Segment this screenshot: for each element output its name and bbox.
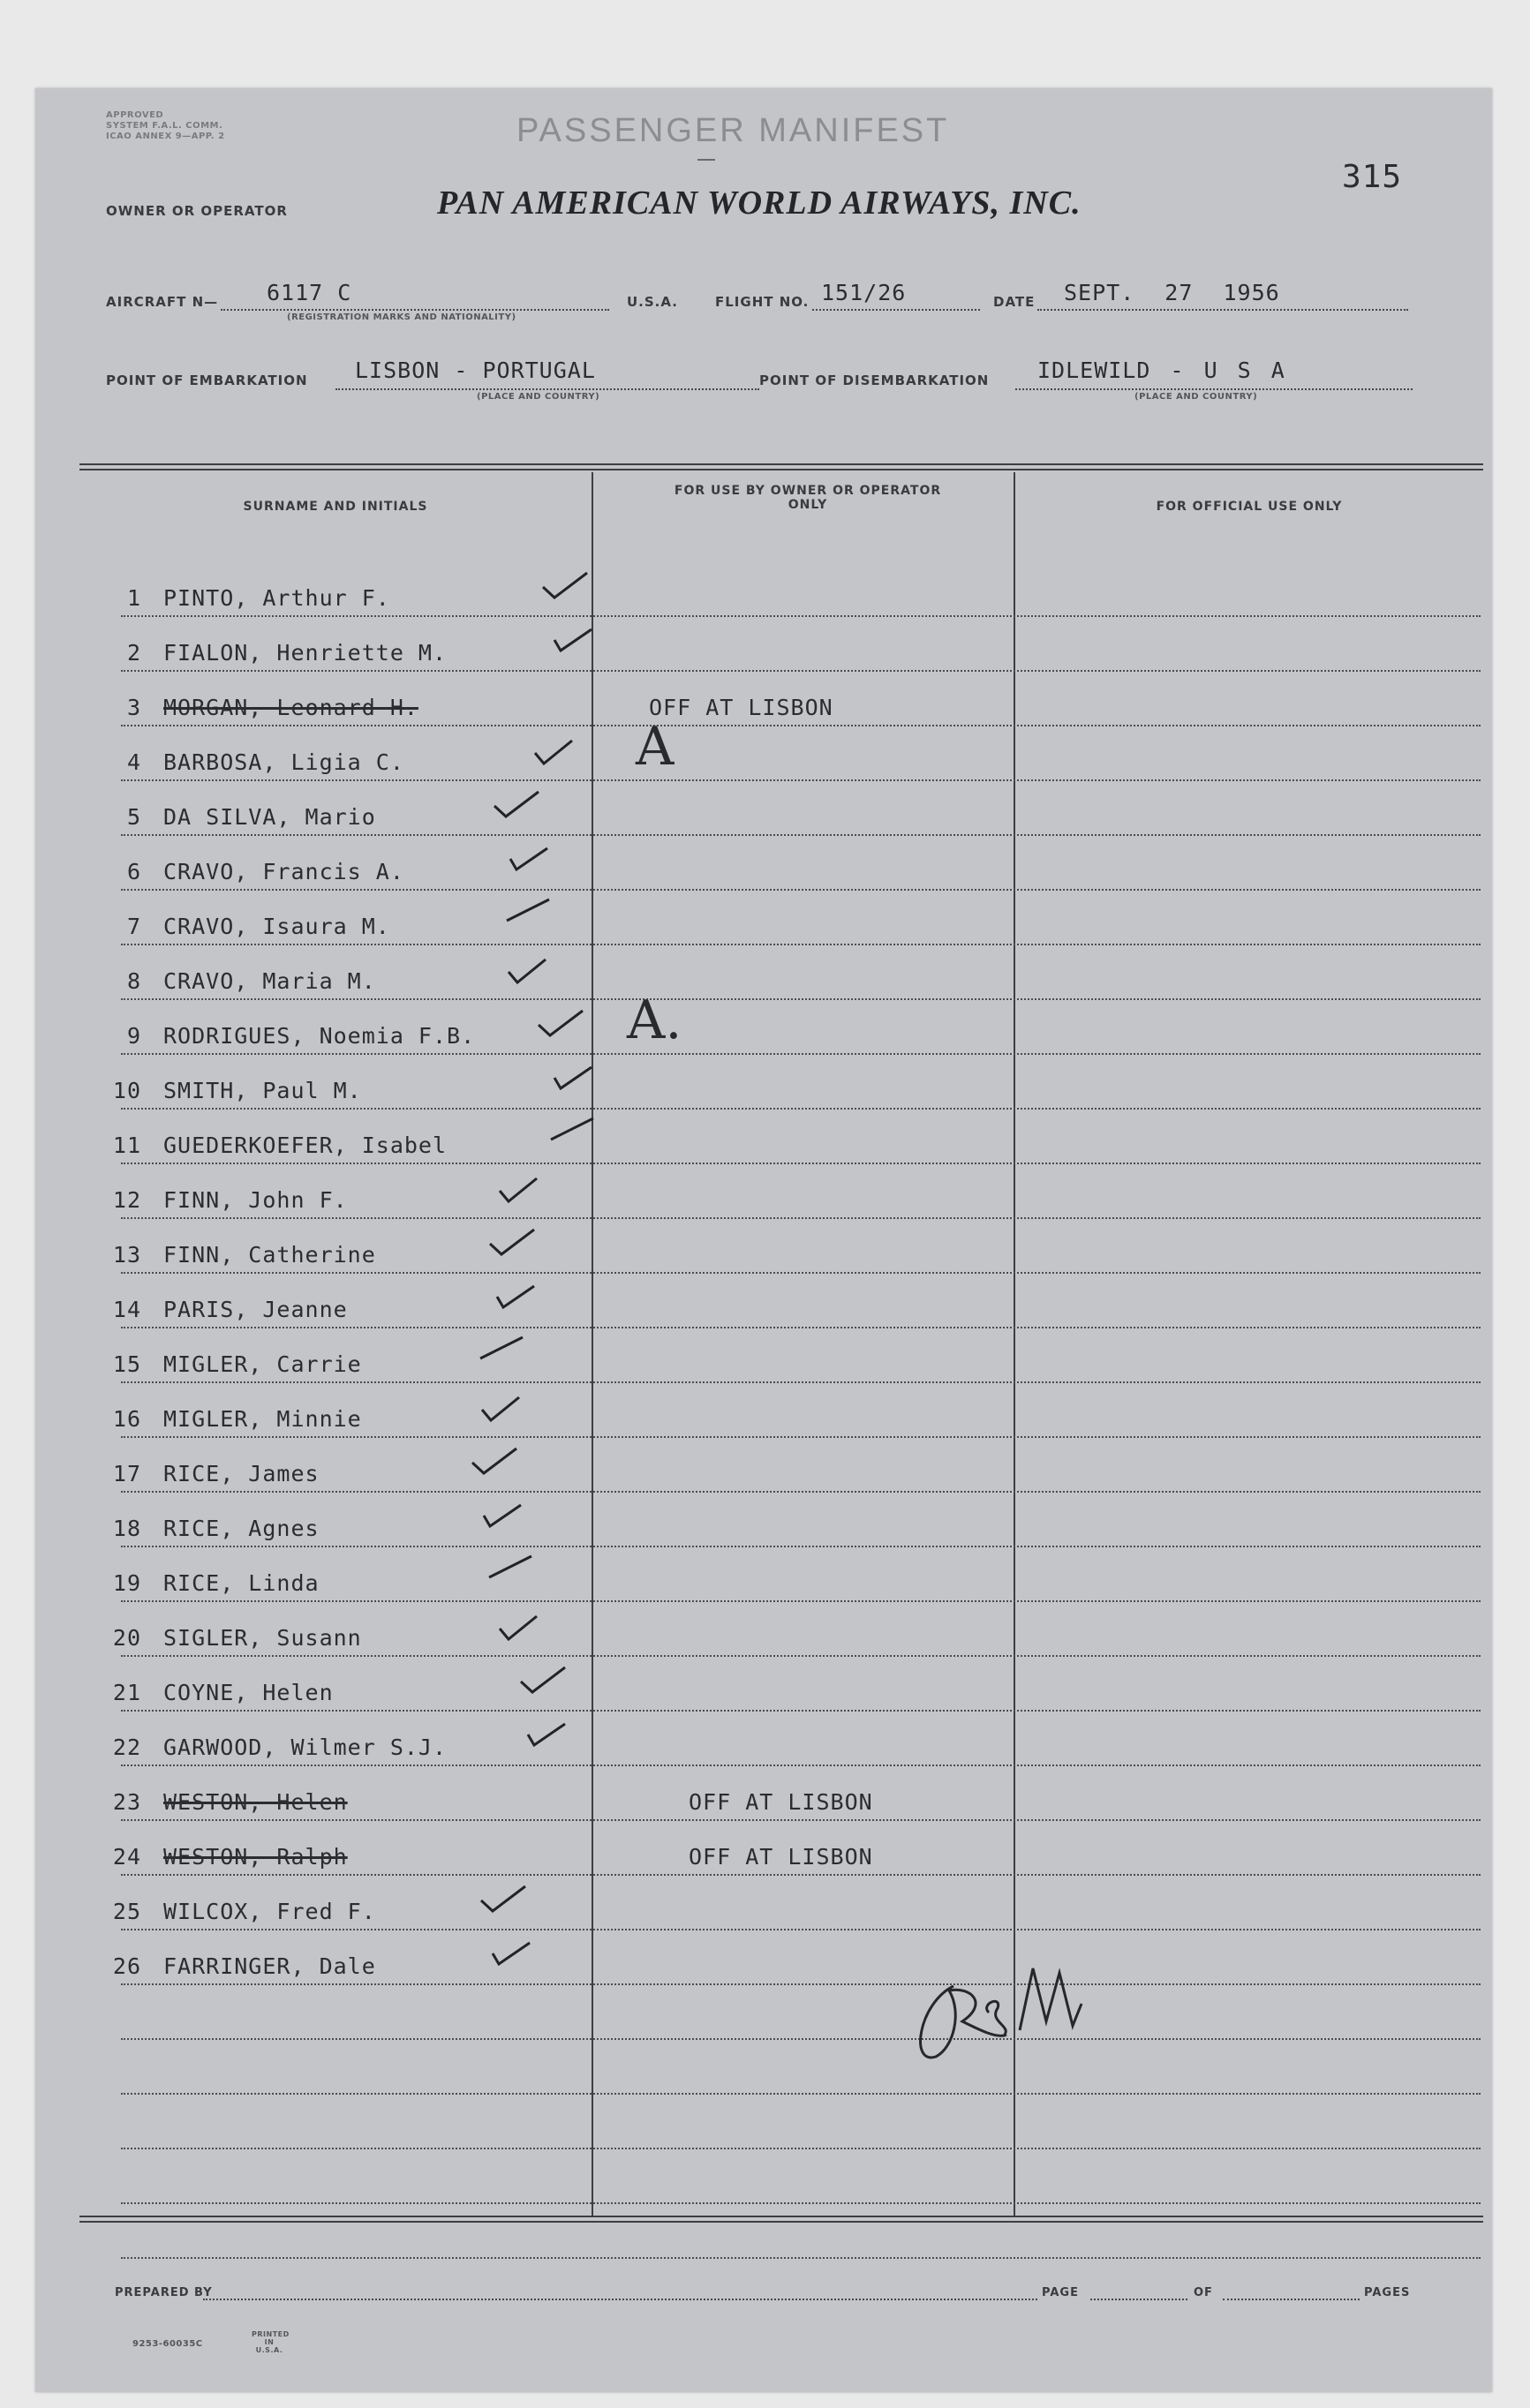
row-rule <box>121 1491 1481 1493</box>
row-rule <box>121 1929 1481 1930</box>
row-number: 10 <box>112 1078 141 1103</box>
row-number: 5 <box>126 804 141 830</box>
embark-underline <box>335 388 759 390</box>
page-underline <box>1090 2299 1187 2300</box>
passenger-name: COYNE, Helen <box>163 1680 334 1705</box>
check-mark-icon <box>534 1007 587 1042</box>
row-rule <box>121 615 1481 617</box>
aircraft-label: AIRCRAFT N— <box>106 294 219 310</box>
row-rule <box>121 725 1481 726</box>
check-mark-icon <box>486 1226 539 1261</box>
approval-note: APPROVED SYSTEM F.A.L. COMM. ICAO ANNEX 9—APP. 2 <box>106 110 225 141</box>
row-rule <box>121 1436 1481 1438</box>
passenger-name: RICE, James <box>163 1461 320 1486</box>
passenger-name: CRAVO, Francis A. <box>163 859 404 884</box>
date-value: SEPT. 27 1956 <box>1064 280 1280 305</box>
aircraft-value: 6117 C <box>267 280 352 305</box>
row-number: 14 <box>112 1297 141 1322</box>
prepared-label: PREPARED BY <box>115 2286 213 2299</box>
row-number: 16 <box>112 1406 141 1432</box>
passenger-name: WILCOX, Fred F. <box>163 1899 376 1924</box>
flight-value: 151/26 <box>821 280 907 305</box>
airline-name: PAN AMERICAN WORLD AIRWAYS, INC. <box>437 184 1082 222</box>
row-number: 8 <box>126 968 141 994</box>
row-number: 6 <box>126 859 141 884</box>
passenger-name: FIALON, Henriette M. <box>163 640 448 666</box>
check-mark-icon <box>490 788 543 824</box>
check-mark-icon <box>486 1554 539 1590</box>
date-label: DATE <box>993 294 1036 310</box>
check-mark-icon <box>494 1171 547 1207</box>
check-mark-icon <box>477 1336 530 1371</box>
col-header-official-use: FOR OFFICIAL USE ONLY <box>1156 500 1343 514</box>
row-number: 20 <box>112 1625 141 1651</box>
passenger-name: FINN, Catherine <box>163 1242 376 1268</box>
row-rule <box>121 2202 1481 2204</box>
handwritten-mark: A. <box>627 990 682 1051</box>
passenger-name: CRAVO, Maria M. <box>163 968 376 994</box>
row-number: 15 <box>112 1351 141 1377</box>
row-number: 2 <box>126 640 141 666</box>
table-top-rule <box>79 463 1483 470</box>
row-rule <box>121 944 1481 945</box>
passenger-name: RICE, Agnes <box>163 1516 320 1541</box>
row-rule <box>121 1600 1481 1602</box>
check-mark-icon <box>539 569 592 605</box>
row-rule <box>121 889 1481 891</box>
page-number: 315 <box>1342 159 1403 195</box>
passenger-name: PINTO, Arthur F. <box>163 585 390 611</box>
page-label: PAGE <box>1042 2286 1079 2299</box>
row-rule <box>121 1381 1481 1383</box>
row-number: 7 <box>126 914 141 939</box>
passenger-name: BARBOSA, Ligia C. <box>163 749 404 775</box>
check-mark-icon <box>486 1938 539 1973</box>
passenger-name: SMITH, Paul M. <box>163 1078 362 1103</box>
row-number: 23 <box>112 1789 141 1815</box>
form-code: 9253-60035C <box>132 2339 203 2349</box>
form-title: PASSENGER MANIFEST <box>516 112 950 149</box>
row-number: 13 <box>112 1242 141 1268</box>
embark-sublabel: (PLACE AND COUNTRY) <box>477 392 600 402</box>
passenger-name: WESTON, Helen <box>163 1789 348 1815</box>
column-divider-1 <box>592 472 593 2216</box>
passenger-name: FARRINGER, Dale <box>163 1953 376 1979</box>
check-mark-icon <box>477 1390 530 1426</box>
passenger-name: FINN, John F. <box>163 1187 348 1213</box>
row-rule <box>121 2257 1481 2259</box>
flight-underline <box>812 309 980 311</box>
row-rule <box>121 1655 1481 1657</box>
row-rule <box>121 779 1481 781</box>
passenger-name: WESTON, Ralph <box>163 1844 348 1870</box>
check-mark-icon <box>503 843 556 878</box>
row-rule <box>121 998 1481 1000</box>
row-number: 25 <box>112 1899 141 1924</box>
row-rule <box>121 1053 1481 1055</box>
row-number: 19 <box>112 1570 141 1596</box>
owner-note: OFF AT LISBON <box>689 1844 873 1870</box>
row-rule <box>121 1272 1481 1274</box>
row-number: 26 <box>112 1953 141 1979</box>
check-mark-icon <box>530 734 583 769</box>
passenger-name: RICE, Linda <box>163 1570 320 1596</box>
passenger-name: MIGLER, Carrie <box>163 1351 362 1377</box>
row-number: 17 <box>112 1461 141 1486</box>
row-rule <box>121 1163 1481 1164</box>
row-number: 3 <box>126 695 141 720</box>
owner-note: OFF AT LISBON <box>689 1789 873 1815</box>
passenger-name: SIGLER, Susann <box>163 1625 362 1651</box>
printed-in: PRINTED IN U.S.A. <box>252 2330 290 2354</box>
row-number: 24 <box>112 1844 141 1870</box>
table-bottom-rule <box>79 2216 1483 2223</box>
flight-label: FLIGHT NO. <box>715 294 810 310</box>
row-rule <box>121 1874 1481 1876</box>
owner-note: OFF AT LISBON <box>649 695 833 720</box>
disembark-value: IDLEWILD - U S A <box>1037 357 1285 383</box>
initials-signature <box>901 1951 1130 2083</box>
check-mark-icon <box>468 1445 521 1480</box>
col-header-surname: SURNAME AND INITIALS <box>243 500 428 514</box>
row-number: 11 <box>112 1133 141 1158</box>
row-rule <box>121 2148 1481 2149</box>
row-rule <box>121 670 1481 672</box>
aircraft-sublabel: (REGISTRATION MARKS AND NATIONALITY) <box>287 312 516 322</box>
check-mark-icon <box>516 1664 569 1699</box>
handwritten-mark: A <box>636 716 675 778</box>
embark-label: POINT OF EMBARKATION <box>106 372 308 388</box>
check-mark-icon <box>521 1719 574 1754</box>
usa-label: U.S.A. <box>627 294 678 310</box>
row-rule <box>121 1217 1481 1219</box>
row-number: 1 <box>126 585 141 611</box>
passenger-name: DA SILVA, Mario <box>163 804 376 830</box>
check-mark-icon <box>490 1281 543 1316</box>
check-mark-icon <box>503 952 556 988</box>
row-rule <box>121 834 1481 836</box>
row-rule <box>121 1108 1481 1110</box>
row-number: 22 <box>112 1735 141 1760</box>
pages-label: PAGES <box>1364 2286 1411 2299</box>
check-mark-icon <box>547 1062 600 1097</box>
row-number: 21 <box>112 1680 141 1705</box>
row-rule <box>121 1327 1481 1328</box>
manifest-sheet <box>35 88 1492 2392</box>
disembark-label: POINT OF DISEMBARKATION <box>759 372 990 388</box>
check-mark-icon <box>477 1500 530 1535</box>
check-mark-icon <box>547 1117 600 1152</box>
passenger-name: PARIS, Jeanne <box>163 1297 348 1322</box>
row-rule <box>121 1819 1481 1821</box>
check-mark-icon <box>494 1609 547 1644</box>
col-header-owner-use: FOR USE BY OWNER OR OPERATOR ONLY <box>674 484 942 512</box>
prepared-underline <box>203 2299 1037 2300</box>
row-rule <box>121 1983 1481 1985</box>
passenger-name: GARWOOD, Wilmer S.J. <box>163 1735 448 1760</box>
disembark-sublabel: (PLACE AND COUNTRY) <box>1134 392 1258 402</box>
row-number: 18 <box>112 1516 141 1541</box>
passenger-name: GUEDERKOEFER, Isabel <box>163 1133 448 1158</box>
row-rule <box>121 2093 1481 2095</box>
row-rule <box>121 1765 1481 1766</box>
passenger-name: MIGLER, Minnie <box>163 1406 362 1432</box>
row-rule <box>121 1546 1481 1547</box>
row-number: 12 <box>112 1187 141 1213</box>
disembark-underline <box>1015 388 1413 390</box>
check-mark-icon <box>503 898 556 933</box>
passenger-name: MORGAN, Leonard H. <box>163 695 418 720</box>
row-rule <box>121 2038 1481 2040</box>
embark-value: LISBON - PORTUGAL <box>355 357 596 383</box>
passenger-name: CRAVO, Isaura M. <box>163 914 390 939</box>
row-number: 4 <box>126 749 141 775</box>
check-mark-icon <box>477 1883 530 1918</box>
of-label: OF <box>1194 2286 1213 2299</box>
passenger-name: RODRIGUES, Noemia F.B. <box>163 1023 476 1049</box>
date-underline <box>1037 309 1408 311</box>
row-rule <box>121 1710 1481 1712</box>
row-number: 9 <box>126 1023 141 1049</box>
owner-label: OWNER OR OPERATOR <box>106 203 288 219</box>
title-divider <box>697 159 715 161</box>
aircraft-underline <box>221 309 609 311</box>
of-underline <box>1223 2299 1360 2300</box>
check-mark-icon <box>547 624 600 659</box>
